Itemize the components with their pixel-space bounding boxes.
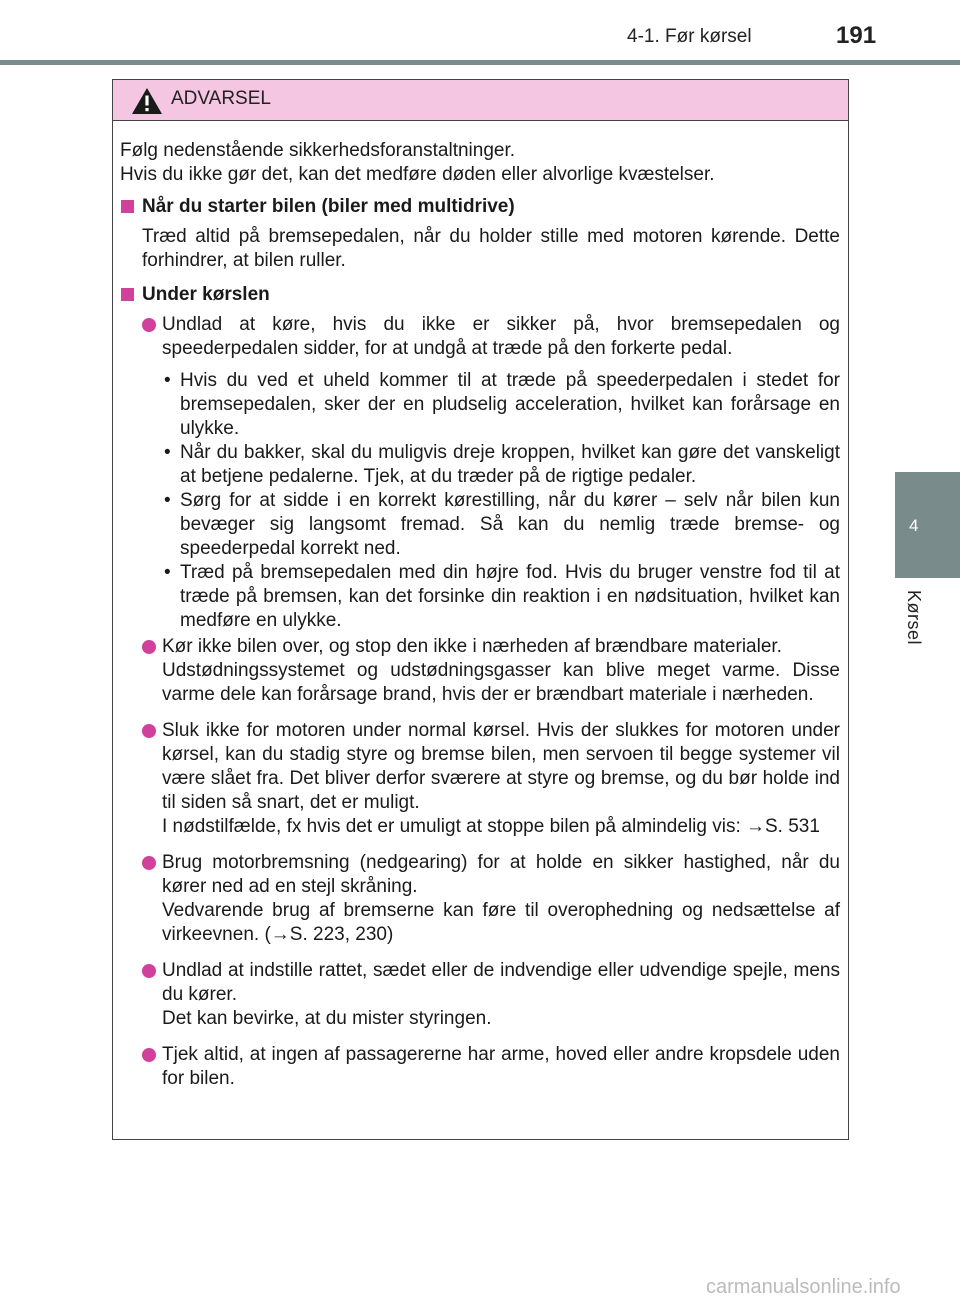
sub-list-item [162,489,840,561]
list-item-text: I nødstilfælde, fx hvis det er umuligt at stoppe bilen på almindelig vis: →S. 531 [162,816,820,837]
list-item-text: Tjek altid, at ingen af passagererne har arme, hoved eller andre kropsdele uden for bilen. [162,1044,840,1089]
sub-list-item-text: Når du bakker, skal du muligvis dreje kroppen, hvilket kan gøre det vanskeligt at betjene pedalerne. Tjek, at du træder på de rigtige pedaler. [180,442,840,487]
sub-list-item-text: Sørg for at sidde i en korrekt kørestilling, når du kører – selv når bilen kun bevæger sig langsomt fremad. Så kan du nemlig træde bremse- og speederpedal korrekt ned. [180,490,840,559]
warning-triangle-icon [131,87,163,120]
warning-box [112,79,849,1140]
sub-list-item-text: Hvis du ved et uheld kommer til at træde på speederpedalen i stedet for bremsepedalen, sker der en pludselig acceleration, hvilket kan forårsage en ulykke. [180,370,840,439]
watermark: carmanualsonline.info [706,1276,901,1298]
section-heading [120,195,840,219]
list-item [120,313,840,361]
list-item-text: Brug motorbremsning (nedgearing) for at holde en sikker hastighed, når du kører ned ad en stejl skråning. [162,852,840,897]
section-paragraph: Træd altid på bremsepedalen, når du holder stille med motoren kørende. Dette forhindrer, at bilen ruller. [142,226,840,271]
bullet-dot-icon: • [164,562,171,583]
list-item-text: Det kan bevirke, at du mister styringen. [162,1008,492,1029]
warning-title: ADVARSEL [171,88,271,109]
warning-intro-line-1: Følg nedenstående sikkerhedsforanstaltninger. [120,140,516,161]
header-rule [0,60,960,65]
circle-bullet-icon [142,856,156,870]
warning-header [113,80,848,121]
circle-bullet-icon [142,318,156,332]
square-bullet-icon [121,288,134,301]
sub-list [120,369,840,633]
chapter-tab-label: Kørsel [904,590,924,646]
circle-bullet-icon [142,1048,156,1062]
sub-list-item [162,561,840,633]
bullet-dot-icon: • [164,442,171,463]
page-number: 191 [836,22,877,49]
list-item [120,959,840,1031]
list-item-text: Udstødningssystemet og udstødningsgasser kan blive meget varme. Disse varme dele kan forårsage brand, hvis der er brændbart materiale i nærheden. [162,660,840,705]
bullet-dot-icon: • [164,370,171,391]
chapter-tab [895,472,960,578]
sub-list-item [162,441,840,489]
list-item-text: Vedvarende brug af bremserne kan føre til overophedning og nedsættelse af virkeevnen. (→S. 223, 230) [162,900,840,945]
sub-list-item-text: Træd på bremsepedalen med din højre fod. Hvis du bruger venstre fod til at træde på bremsen, kan det forsinke din reaktion i en nødsituation, hvilket kan medføre en ulykke. [180,562,840,631]
list-item [120,1043,840,1091]
chapter-tab-number: 4 [909,516,919,535]
circle-bullet-icon [142,964,156,978]
list-item-text: Kør ikke bilen over, og stop den ikke i nærheden af brændbare materialer. [162,636,782,657]
list-item-text: Sluk ikke for motoren under normal kørsel. Hvis der slukkes for motoren under kørsel, kan du stadig styre og bremse bilen, men servoen til begge systemer vil være slået fra. Det bliver derfor sværere at styre og bremse, og du bør holde ind til siden så snart, det er muligt. [162,720,840,813]
list-item [120,635,840,707]
sub-list-item [162,369,840,441]
warning-body [113,121,848,1091]
warning-intro-line-2: Hvis du ikke gør det, kan det medføre døden eller alvorlige kvæstelser. [120,164,715,185]
square-bullet-icon [121,200,134,213]
list-item-text: Undlad at køre, hvis du ikke er sikker på, hvor bremsepedalen og speederpedalen sidder, for at undgå at træde på den forkerte pedal. [162,314,840,359]
list-item-text: Undlad at indstille rattet, sædet eller de indvendige eller udvendige spejle, mens du kører. [162,960,840,1005]
bullet-dot-icon: • [164,490,171,511]
header-section-title: 4-1. Før kørsel [627,26,752,47]
circle-bullet-icon [142,640,156,654]
list-item [120,851,840,947]
section-heading-text: Under kørslen [142,284,270,305]
list-item [120,719,840,839]
circle-bullet-icon [142,724,156,738]
section-heading [120,283,840,307]
section-heading-text: Når du starter bilen (biler med multidrive) [142,196,515,217]
